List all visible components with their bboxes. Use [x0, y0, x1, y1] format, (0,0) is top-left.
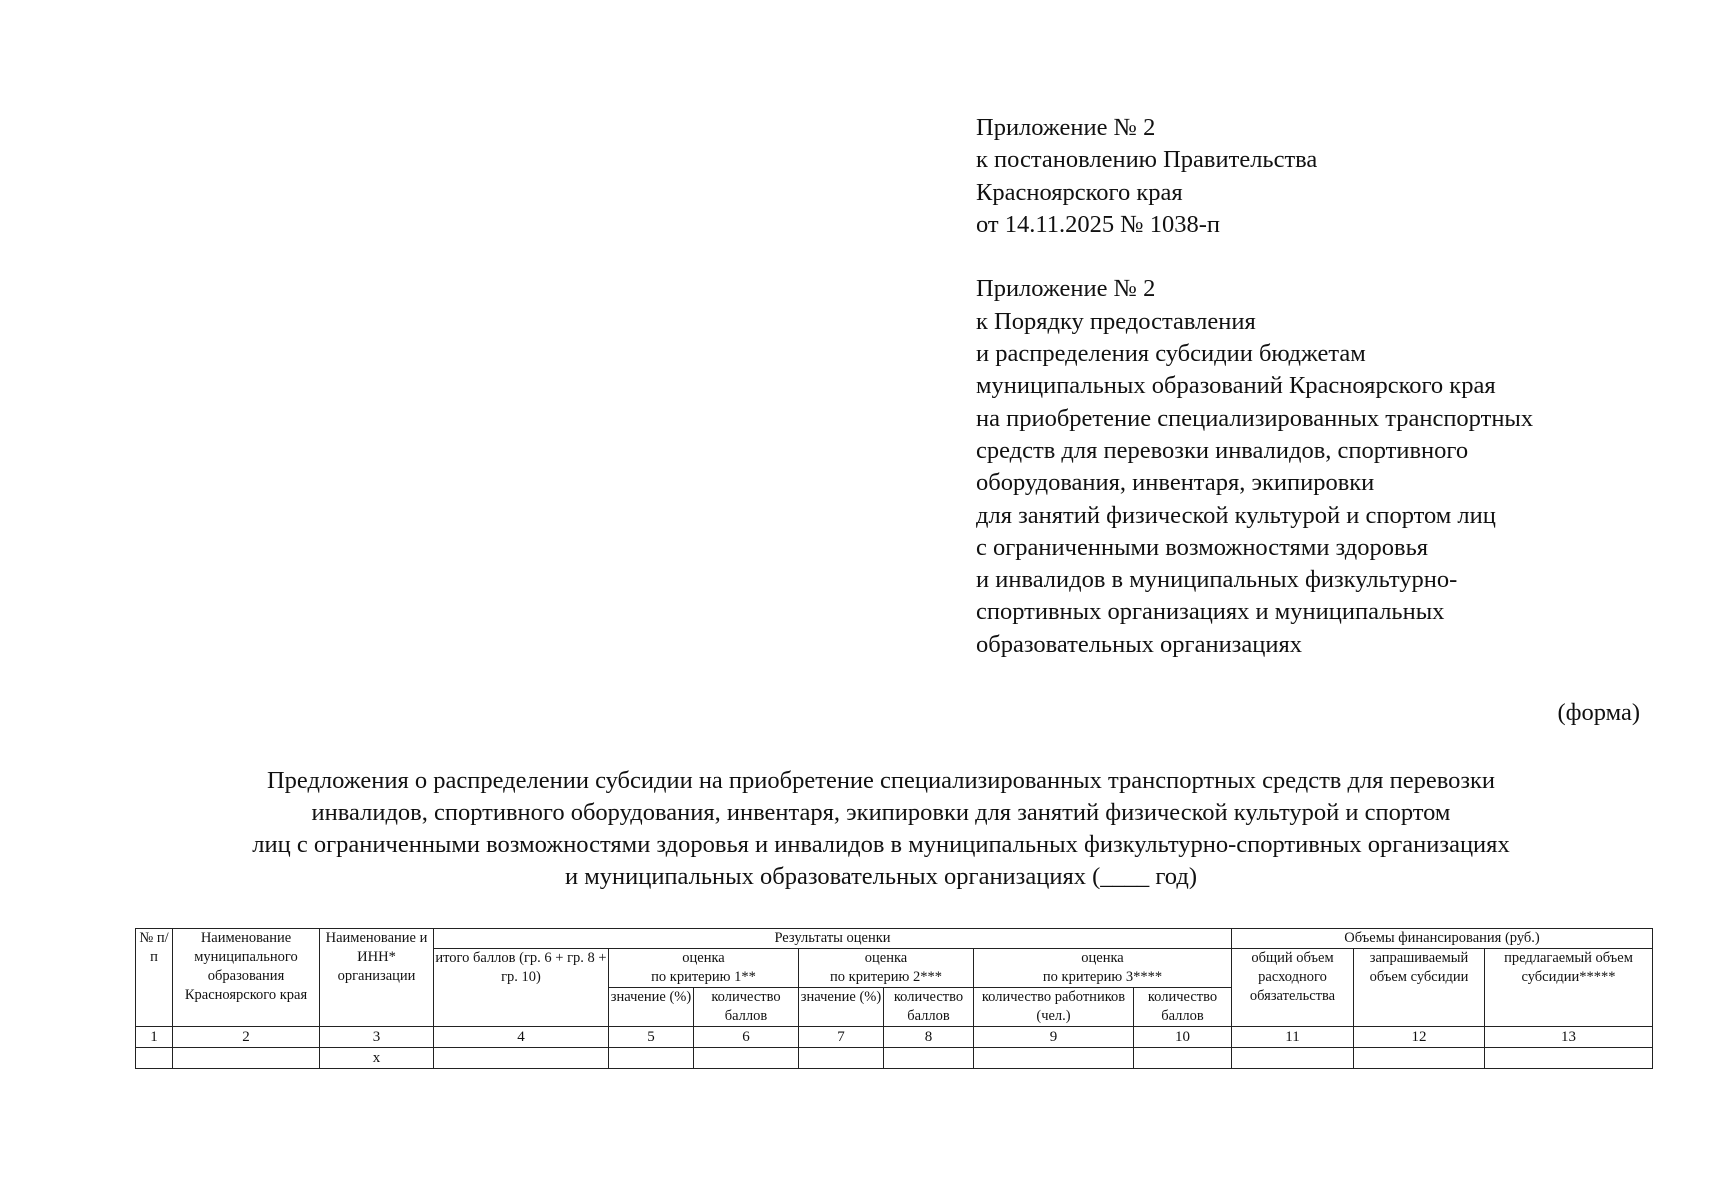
header-line: образовательных организациях	[976, 630, 1302, 658]
title-line: Предложения о распределении субсидии на приобретение специализированных транспортных средств для перевозки	[266, 767, 1496, 794]
table-cell	[173, 1048, 320, 1069]
column-number: 12	[1354, 1027, 1485, 1048]
col-header-workers: количество работников (чел.)	[974, 988, 1134, 1027]
col-header-assessment-1: оценка	[609, 949, 799, 969]
header-line: и распределения субсидии бюджетам	[976, 340, 1366, 368]
col-header-assessment-2: оценка	[799, 949, 974, 969]
document-title	[136, 765, 1626, 893]
header-line: от 14.11.2025 № 1038-п	[976, 210, 1220, 238]
form-label: (форма)	[1557, 699, 1640, 726]
header-line: для занятий физической культурой и спортом лиц	[976, 501, 1496, 529]
column-number: 6	[694, 1027, 799, 1048]
header-line: на приобретение специализированных транспортных	[976, 404, 1534, 432]
col-header-criterion-1: по критерию 1**	[609, 968, 799, 988]
header-line: и инвалидов в муниципальных физкультурно-	[976, 566, 1458, 594]
column-number: 1	[136, 1027, 173, 1048]
header-line: Приложение № 2	[976, 114, 1156, 141]
column-number: 4	[434, 1027, 609, 1048]
group-header-funding: Объемы финансирования (руб.)	[1232, 929, 1653, 949]
col-header-total-obligation: общий объем расходного обязательства	[1232, 949, 1354, 1027]
title-line: и муниципальных образовательных организациях (____ год)	[565, 863, 1197, 890]
header-line: муниципальных образований Красноярского края	[976, 372, 1496, 400]
col-header-municipality: Наименование муниципального образования Красноярского края	[173, 929, 320, 1027]
column-number: 7	[799, 1027, 884, 1048]
column-number: 3	[320, 1027, 434, 1048]
col-header-points-2: количество баллов	[884, 988, 974, 1027]
col-header-assessment-3: оценка	[974, 949, 1232, 969]
header-line: средств для перевозки инвалидов, спортивного	[976, 436, 1469, 464]
col-header-value-pct-2: значение (%)	[799, 988, 884, 1027]
column-number: 9	[974, 1027, 1134, 1048]
appendix-header	[976, 112, 1696, 661]
col-header-points-1: количество баллов	[694, 988, 799, 1027]
table-cell	[1232, 1048, 1354, 1069]
title-line: инвалидов, спортивного оборудования, инвентаря, экипировки для занятий физической культурой и спортом	[311, 799, 1451, 826]
table-cell	[1485, 1048, 1653, 1069]
column-number: 5	[609, 1027, 694, 1048]
table-row	[136, 1048, 1653, 1069]
col-header-value-pct-1: значение (%)	[609, 988, 694, 1027]
table-cell	[1134, 1048, 1232, 1069]
header-line: оборудования, инвентаря, экипировки	[976, 469, 1375, 497]
column-number: 8	[884, 1027, 974, 1048]
col-header-total-points: итого баллов (гр. 6 + гр. 8 + гр. 10)	[434, 949, 609, 1027]
col-header-points-3: количество баллов	[1134, 988, 1232, 1027]
table-cell	[136, 1048, 173, 1069]
col-header-proposed: предлагаемый объем субсидии*****	[1485, 949, 1653, 1027]
col-header-requested: запрашиваемый объем субсидии	[1354, 949, 1485, 1027]
distribution-form-table	[135, 928, 1653, 1069]
header-line: с ограниченными возможностями здоровья	[976, 533, 1429, 561]
table-cell	[694, 1048, 799, 1069]
table-cell	[974, 1048, 1134, 1069]
header-line: Красноярского края	[976, 178, 1183, 206]
table-cell	[799, 1048, 884, 1069]
col-header-criterion-3: по критерию 3****	[974, 968, 1232, 988]
header-line: к Порядку предоставления	[976, 307, 1256, 335]
header-line: спортивных организациях и муниципальных	[976, 598, 1445, 626]
title-line: лиц с ограниченными возможностями здоровья и инвалидов в муниципальных физкультурно-спортивных организациях	[252, 831, 1510, 858]
column-number: 13	[1485, 1027, 1653, 1048]
table-cell	[1354, 1048, 1485, 1069]
table-cell	[609, 1048, 694, 1069]
table-cell	[884, 1048, 974, 1069]
header-line: Приложение № 2	[976, 275, 1156, 303]
col-header-criterion-2: по критерию 2***	[799, 968, 974, 988]
column-number: 11	[1232, 1027, 1354, 1048]
col-header-organization: Наименование и ИНН* организации	[320, 929, 434, 1027]
column-number: 10	[1134, 1027, 1232, 1048]
header-line: к постановлению Правительства	[976, 146, 1318, 174]
col-header-number: № п/п	[136, 929, 173, 1027]
table-cell	[434, 1048, 609, 1069]
table-cell: х	[320, 1048, 434, 1069]
group-header-results: Результаты оценки	[434, 929, 1232, 949]
column-number: 2	[173, 1027, 320, 1048]
